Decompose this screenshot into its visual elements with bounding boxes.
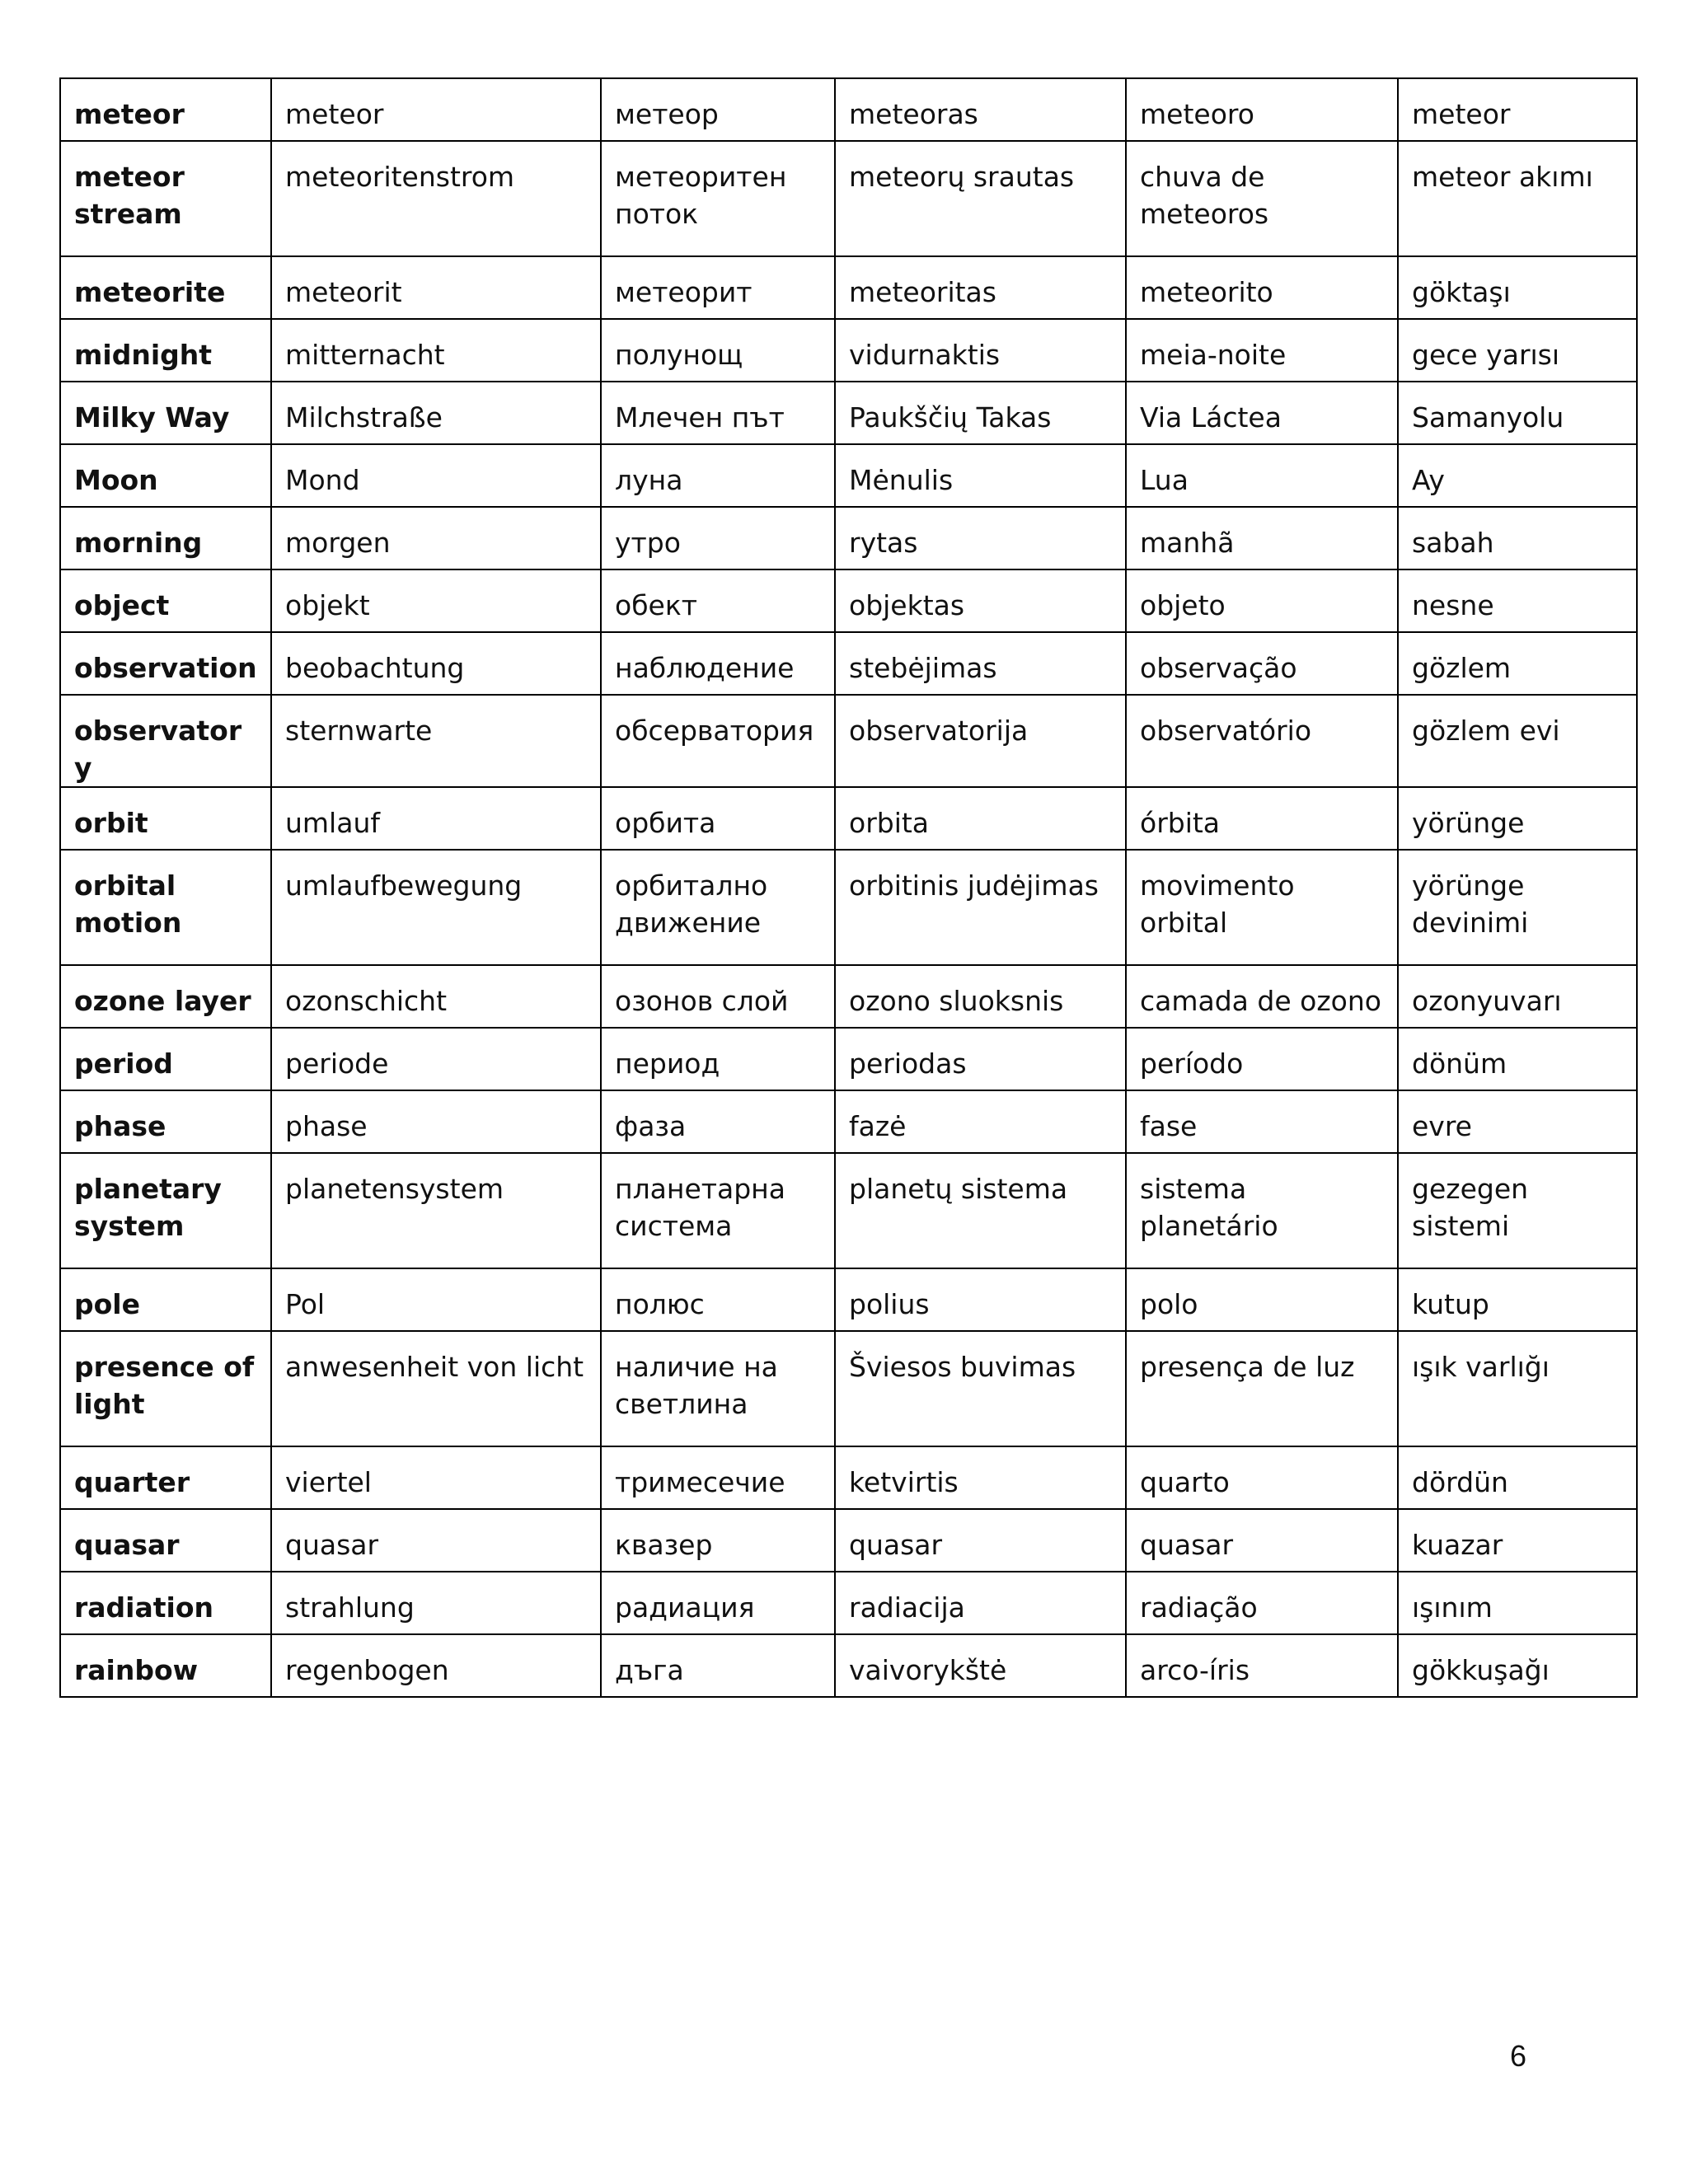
german-cell: beobachtung bbox=[271, 632, 601, 695]
german-cell: anwesenheit von licht bbox=[271, 1331, 601, 1446]
bulgarian-cell: метеоритен поток bbox=[601, 141, 835, 256]
bulgarian-cell: обсерватория bbox=[601, 695, 835, 787]
portuguese-cell: meteoro bbox=[1126, 78, 1398, 141]
table-row bbox=[60, 1268, 1637, 1331]
turkish-cell: gece yarısı bbox=[1398, 319, 1637, 382]
table-row bbox=[60, 850, 1637, 965]
lithuanian-cell: radiacija bbox=[835, 1572, 1126, 1634]
term-cell: period bbox=[60, 1028, 271, 1090]
bulgarian-cell: утро bbox=[601, 507, 835, 569]
german-cell: sternwarte bbox=[271, 695, 601, 787]
portuguese-cell: presença de luz bbox=[1126, 1331, 1398, 1446]
bulgarian-cell: полунощ bbox=[601, 319, 835, 382]
lithuanian-cell: Šviesos buvimas bbox=[835, 1331, 1126, 1446]
portuguese-cell: meteorito bbox=[1126, 256, 1398, 319]
portuguese-cell: período bbox=[1126, 1028, 1398, 1090]
german-cell: ozonschicht bbox=[271, 965, 601, 1028]
portuguese-cell: observação bbox=[1126, 632, 1398, 695]
portuguese-cell: meia-noite bbox=[1126, 319, 1398, 382]
term-cell: orbital motion bbox=[60, 850, 271, 965]
lithuanian-cell: fazė bbox=[835, 1090, 1126, 1153]
term-cell: quarter bbox=[60, 1446, 271, 1509]
term-cell: Moon bbox=[60, 444, 271, 507]
turkish-cell: yörünge devinimi bbox=[1398, 850, 1637, 965]
portuguese-cell: sistema planetário bbox=[1126, 1153, 1398, 1268]
turkish-cell: gezegen sistemi bbox=[1398, 1153, 1637, 1268]
turkish-cell: ozonyuvarı bbox=[1398, 965, 1637, 1028]
german-cell: umlauf bbox=[271, 787, 601, 850]
table-row bbox=[60, 632, 1637, 695]
german-cell: mitternacht bbox=[271, 319, 601, 382]
turkish-cell: Samanyolu bbox=[1398, 382, 1637, 444]
lithuanian-cell: meteorų srautas bbox=[835, 141, 1126, 256]
bulgarian-cell: полюс bbox=[601, 1268, 835, 1331]
turkish-cell: gözlem evi bbox=[1398, 695, 1637, 787]
german-cell: strahlung bbox=[271, 1572, 601, 1634]
german-cell: objekt bbox=[271, 569, 601, 632]
table-row bbox=[60, 1028, 1637, 1090]
table-row bbox=[60, 78, 1637, 141]
german-cell: meteorit bbox=[271, 256, 601, 319]
table-row bbox=[60, 1509, 1637, 1572]
lithuanian-cell: orbita bbox=[835, 787, 1126, 850]
portuguese-cell: observatório bbox=[1126, 695, 1398, 787]
turkish-cell: gökkuşağı bbox=[1398, 1634, 1637, 1697]
portuguese-cell: quasar bbox=[1126, 1509, 1398, 1572]
portuguese-cell: radiação bbox=[1126, 1572, 1398, 1634]
table-row bbox=[60, 1572, 1637, 1634]
glossary-table bbox=[59, 77, 1638, 1698]
turkish-cell: nesne bbox=[1398, 569, 1637, 632]
german-cell: meteoritenstrom bbox=[271, 141, 601, 256]
turkish-cell: göktaşı bbox=[1398, 256, 1637, 319]
table-row bbox=[60, 1090, 1637, 1153]
portuguese-cell: camada de ozono bbox=[1126, 965, 1398, 1028]
page-number: 6 bbox=[1509, 2039, 1527, 2073]
turkish-cell: sabah bbox=[1398, 507, 1637, 569]
german-cell: meteor bbox=[271, 78, 601, 141]
term-cell: pole bbox=[60, 1268, 271, 1331]
bulgarian-cell: Млечен път bbox=[601, 382, 835, 444]
german-cell: regenbogen bbox=[271, 1634, 601, 1697]
glossary-table-body bbox=[60, 78, 1637, 1697]
portuguese-cell: movimento orbital bbox=[1126, 850, 1398, 965]
turkish-cell: ışınım bbox=[1398, 1572, 1637, 1634]
lithuanian-cell: polius bbox=[835, 1268, 1126, 1331]
german-cell: Mond bbox=[271, 444, 601, 507]
lithuanian-cell: vidurnaktis bbox=[835, 319, 1126, 382]
table-row bbox=[60, 507, 1637, 569]
lithuanian-cell: periodas bbox=[835, 1028, 1126, 1090]
german-cell: planetensystem bbox=[271, 1153, 601, 1268]
bulgarian-cell: планетарна система bbox=[601, 1153, 835, 1268]
bulgarian-cell: наблюдение bbox=[601, 632, 835, 695]
bulgarian-cell: метеорит bbox=[601, 256, 835, 319]
portuguese-cell: arco-íris bbox=[1126, 1634, 1398, 1697]
table-row bbox=[60, 141, 1637, 256]
lithuanian-cell: orbitinis judėjimas bbox=[835, 850, 1126, 965]
table-row bbox=[60, 382, 1637, 444]
bulgarian-cell: период bbox=[601, 1028, 835, 1090]
term-cell: rainbow bbox=[60, 1634, 271, 1697]
turkish-cell: Ay bbox=[1398, 444, 1637, 507]
turkish-cell: meteor akımı bbox=[1398, 141, 1637, 256]
portuguese-cell: manhã bbox=[1126, 507, 1398, 569]
lithuanian-cell: quasar bbox=[835, 1509, 1126, 1572]
bulgarian-cell: дъга bbox=[601, 1634, 835, 1697]
bulgarian-cell: тримесечие bbox=[601, 1446, 835, 1509]
bulgarian-cell: озонов слой bbox=[601, 965, 835, 1028]
table-row bbox=[60, 569, 1637, 632]
term-cell: meteorite bbox=[60, 256, 271, 319]
lithuanian-cell: Mėnulis bbox=[835, 444, 1126, 507]
term-cell: midnight bbox=[60, 319, 271, 382]
term-cell: meteor stream bbox=[60, 141, 271, 256]
lithuanian-cell: meteoras bbox=[835, 78, 1126, 141]
portuguese-cell: polo bbox=[1126, 1268, 1398, 1331]
portuguese-cell: fase bbox=[1126, 1090, 1398, 1153]
lithuanian-cell: planetų sistema bbox=[835, 1153, 1126, 1268]
portuguese-cell: quarto bbox=[1126, 1446, 1398, 1509]
lithuanian-cell: rytas bbox=[835, 507, 1126, 569]
bulgarian-cell: луна bbox=[601, 444, 835, 507]
turkish-cell: kuazar bbox=[1398, 1509, 1637, 1572]
german-cell: periode bbox=[271, 1028, 601, 1090]
lithuanian-cell: meteoritas bbox=[835, 256, 1126, 319]
german-cell: morgen bbox=[271, 507, 601, 569]
german-cell: Milchstraße bbox=[271, 382, 601, 444]
term-cell: quasar bbox=[60, 1509, 271, 1572]
lithuanian-cell: vaivorykštė bbox=[835, 1634, 1126, 1697]
table-row bbox=[60, 1153, 1637, 1268]
table-row bbox=[60, 1634, 1637, 1697]
term-cell: observation bbox=[60, 632, 271, 695]
table-row bbox=[60, 787, 1637, 850]
german-cell: umlaufbewegung bbox=[271, 850, 601, 965]
bulgarian-cell: орбитално движение bbox=[601, 850, 835, 965]
lithuanian-cell: ozono sluoksnis bbox=[835, 965, 1126, 1028]
portuguese-cell: Lua bbox=[1126, 444, 1398, 507]
term-cell: orbit bbox=[60, 787, 271, 850]
portuguese-cell: objeto bbox=[1126, 569, 1398, 632]
term-cell: Milky Way bbox=[60, 382, 271, 444]
lithuanian-cell: Paukščių Takas bbox=[835, 382, 1126, 444]
term-cell: presence of light bbox=[60, 1331, 271, 1446]
turkish-cell: ışık varlığı bbox=[1398, 1331, 1637, 1446]
term-cell: phase bbox=[60, 1090, 271, 1153]
bulgarian-cell: фаза bbox=[601, 1090, 835, 1153]
bulgarian-cell: метеор bbox=[601, 78, 835, 141]
bulgarian-cell: квазер bbox=[601, 1509, 835, 1572]
portuguese-cell: órbita bbox=[1126, 787, 1398, 850]
german-cell: viertel bbox=[271, 1446, 601, 1509]
table-row bbox=[60, 695, 1637, 787]
turkish-cell: gözlem bbox=[1398, 632, 1637, 695]
lithuanian-cell: objektas bbox=[835, 569, 1126, 632]
table-row bbox=[60, 965, 1637, 1028]
bulgarian-cell: орбита bbox=[601, 787, 835, 850]
term-cell: morning bbox=[60, 507, 271, 569]
table-row bbox=[60, 319, 1637, 382]
table-row bbox=[60, 1331, 1637, 1446]
term-cell: ozone layer bbox=[60, 965, 271, 1028]
turkish-cell: dönüm bbox=[1398, 1028, 1637, 1090]
term-cell: object bbox=[60, 569, 271, 632]
table-row bbox=[60, 256, 1637, 319]
term-cell: radiation bbox=[60, 1572, 271, 1634]
term-cell: planetary system bbox=[60, 1153, 271, 1268]
portuguese-cell: Via Láctea bbox=[1126, 382, 1398, 444]
table-row bbox=[60, 444, 1637, 507]
portuguese-cell: chuva de meteoros bbox=[1126, 141, 1398, 256]
german-cell: Pol bbox=[271, 1268, 601, 1331]
lithuanian-cell: stebėjimas bbox=[835, 632, 1126, 695]
bulgarian-cell: радиация bbox=[601, 1572, 835, 1634]
turkish-cell: meteor bbox=[1398, 78, 1637, 141]
turkish-cell: yörünge bbox=[1398, 787, 1637, 850]
turkish-cell: kutup bbox=[1398, 1268, 1637, 1331]
bulgarian-cell: наличие на светлина bbox=[601, 1331, 835, 1446]
term-cell: observatory bbox=[60, 695, 271, 787]
term-cell: meteor bbox=[60, 78, 271, 141]
table-row bbox=[60, 1446, 1637, 1509]
bulgarian-cell: обект bbox=[601, 569, 835, 632]
turkish-cell: evre bbox=[1398, 1090, 1637, 1153]
german-cell: phase bbox=[271, 1090, 601, 1153]
german-cell: quasar bbox=[271, 1509, 601, 1572]
lithuanian-cell: ketvirtis bbox=[835, 1446, 1126, 1509]
lithuanian-cell: observatorija bbox=[835, 695, 1126, 787]
turkish-cell: dördün bbox=[1398, 1446, 1637, 1509]
